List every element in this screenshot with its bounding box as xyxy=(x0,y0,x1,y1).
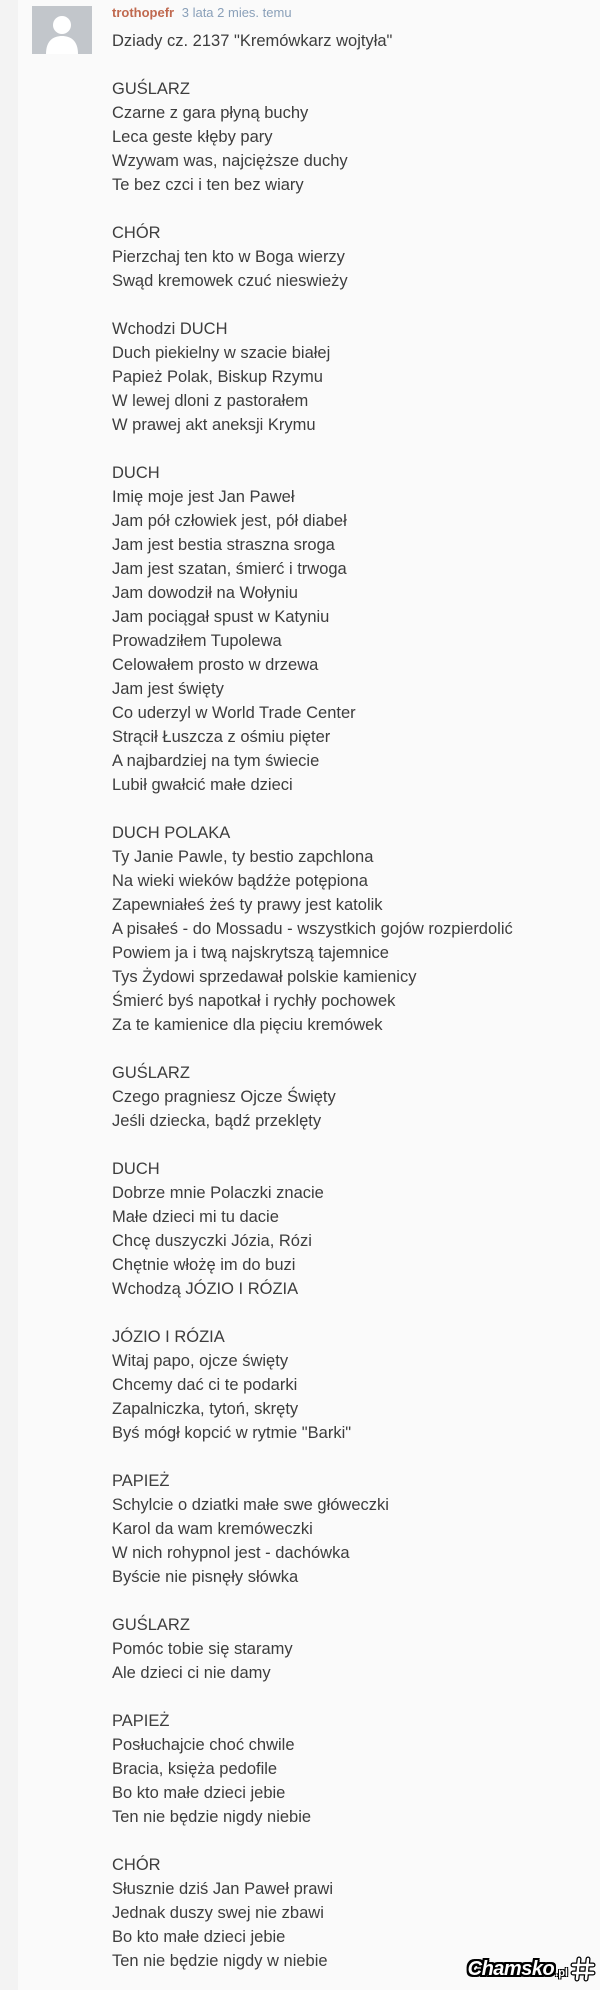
poem-line: Wzywam was, najcięższe duchy xyxy=(112,152,348,170)
stanza xyxy=(112,1613,600,1685)
poem-line: Lubił gwałcić małe dzieci xyxy=(112,776,293,794)
poem-line: Chcę duszyczki Józia, Rózi xyxy=(112,1232,312,1250)
poem-line: Powiem ja i twą najskrytszą tajemnice xyxy=(112,944,389,962)
speaker-label: Wchodzi DUCH xyxy=(112,320,228,338)
poem-line: Bracia, księża pedofile xyxy=(112,1760,278,1778)
poem-line: Na wieki wieków bądźże potępiona xyxy=(112,872,368,890)
poem-line: Czego pragniesz Ojcze Święty xyxy=(112,1088,336,1106)
poem xyxy=(112,77,600,1973)
poem-line: Witaj papo, ojcze święty xyxy=(112,1352,289,1370)
poem-line: A pisałeś - do Mossadu - wszystkich gojów rozpierdolić xyxy=(112,920,513,938)
poem-line: Tys Żydowi sprzedawał polskie kamienicy xyxy=(112,968,417,986)
poem-line: Ten nie będzie nigdy w niebie xyxy=(112,1952,328,1970)
poem-line: Jeśli dziecka, bądź przeklęty xyxy=(112,1112,322,1130)
poem-line: Wchodzą JÓZIO I RÓZIA xyxy=(112,1280,299,1298)
watermark-tld: .pl xyxy=(555,1967,568,1979)
user-icon xyxy=(32,6,92,54)
timestamp[interactable]: 3 lata 2 mies. temu xyxy=(181,5,292,20)
stanza xyxy=(112,821,600,1037)
avatar[interactable] xyxy=(32,6,92,54)
poem-line: Bo kto małe dzieci jebie xyxy=(112,1928,286,1946)
stanza xyxy=(112,1157,600,1301)
poem-line: Ten nie będzie nigdy niebie xyxy=(112,1808,312,1826)
poem-line: Słusznie dziś Jan Paweł prawi xyxy=(112,1880,334,1898)
poem-line: Co uderzyl w World Trade Center xyxy=(112,704,356,722)
poem-line: Dobrze mnie Polaczki znacie xyxy=(112,1184,324,1202)
author-link[interactable]: trothopefr xyxy=(112,5,175,20)
poem-line: A najbardziej na tym świecie xyxy=(112,752,320,770)
poem-line: Jam jest święty xyxy=(112,680,224,698)
poem-line: Chętnie włożę im do buzi xyxy=(112,1256,296,1274)
poem-line: W nich rohypnol jest - dachówka xyxy=(112,1544,350,1562)
poem-line: Śmierć byś napotkał i rychły pochowek xyxy=(112,992,396,1010)
poem-line: Za te kamienice dla pięciu kremówek xyxy=(112,1016,383,1034)
poem-line: Celowałem prosto w drzewa xyxy=(112,656,319,674)
poem-line: Te bez czci i ten bez wiary xyxy=(112,176,304,194)
poem-line: Prowadziłem Tupolewa xyxy=(112,632,282,650)
stanza xyxy=(112,317,600,437)
poem-line: Posłuchajcie choć chwile xyxy=(112,1736,295,1754)
speaker-label: JÓZIO I RÓZIA xyxy=(112,1328,225,1346)
speaker-label: PAPIEŻ xyxy=(112,1712,170,1730)
poem-line: Jam jest szatan, śmierć i trwoga xyxy=(112,560,347,578)
speaker-label: GUŚLARZ xyxy=(112,80,190,98)
comment-meta xyxy=(112,5,292,21)
stanza xyxy=(112,1061,600,1133)
poem-line: Jam pół człowiek jest, pół diabeł xyxy=(112,512,347,530)
watermark-brand: Chamsko xyxy=(467,1957,555,1980)
poem-line: Czarne z gara płyną buchy xyxy=(112,104,309,122)
poem-line: Papież Polak, Biskup Rzymu xyxy=(112,368,323,386)
stanza xyxy=(112,1709,600,1829)
speaker-label: CHÓR xyxy=(112,224,161,242)
stanza xyxy=(112,77,600,197)
hashtag-logo-icon xyxy=(570,1956,596,1982)
speaker-label: DUCH xyxy=(112,464,160,482)
speaker-label: PAPIEŻ xyxy=(112,1472,170,1490)
comment-title: Dziady cz. 2137 "Kremówkarz wojtyła" xyxy=(112,32,393,50)
poem-line: Pomóc tobie się staramy xyxy=(112,1640,293,1658)
poem-line: Jam jest bestia straszna sroga xyxy=(112,536,335,554)
poem-line: Byście nie pisnęły słówka xyxy=(112,1568,299,1586)
poem-line: Małe dzieci mi tu dacie xyxy=(112,1208,279,1226)
poem-line: Ale dzieci ci nie damy xyxy=(112,1664,271,1682)
poem-line: Jam dowodził na Wołyniu xyxy=(112,584,298,602)
poem-line: Byś mógł kopcić w rytmie "Barki" xyxy=(112,1424,352,1442)
poem-line: Pierzchaj ten kto w Boga wierzy xyxy=(112,248,345,266)
poem-line: Jam pociągał spust w Katyniu xyxy=(112,608,330,626)
poem-line: Strącił Łuszcza z ośmiu pięter xyxy=(112,728,331,746)
speaker-label: GUŚLARZ xyxy=(112,1064,190,1082)
watermark xyxy=(468,1954,596,1984)
poem-line: Imię moje jest Jan Paweł xyxy=(112,488,295,506)
comment-card xyxy=(18,0,600,1990)
speaker-label: CHÓR xyxy=(112,1856,161,1874)
poem-line: Chcemy dać ci te podarki xyxy=(112,1376,298,1394)
speaker-label: GUŚLARZ xyxy=(112,1616,190,1634)
comment-body xyxy=(112,29,600,1973)
poem-line: W lewej dloni z pastorałem xyxy=(112,392,309,410)
speaker-label: DUCH POLAKA xyxy=(112,824,231,842)
poem-line: Duch piekielny w szacie białej xyxy=(112,344,331,362)
poem-line: Schylcie o dziatki małe swe główeczki xyxy=(112,1496,389,1514)
stanza xyxy=(112,1469,600,1589)
poem-line: Bo kto małe dzieci jebie xyxy=(112,1784,286,1802)
poem-line: W prawej akt aneksji Krymu xyxy=(112,416,316,434)
poem-line: Leca geste kłęby pary xyxy=(112,128,273,146)
speaker-label: DUCH xyxy=(112,1160,160,1178)
poem-line: Ty Janie Pawle, ty bestio zapchlona xyxy=(112,848,374,866)
poem-line: Swąd kremowek czuć nieswieży xyxy=(112,272,348,290)
stanza xyxy=(112,1325,600,1445)
poem-line: Zapewniałeś żeś ty prawy jest katolik xyxy=(112,896,383,914)
stanza xyxy=(112,221,600,293)
poem-line: Jednak duszy swej nie zbawi xyxy=(112,1904,324,1922)
stanza xyxy=(112,461,600,797)
poem-line: Karol da wam kremóweczki xyxy=(112,1520,313,1538)
poem-line: Zapalniczka, tytoń, skręty xyxy=(112,1400,299,1418)
